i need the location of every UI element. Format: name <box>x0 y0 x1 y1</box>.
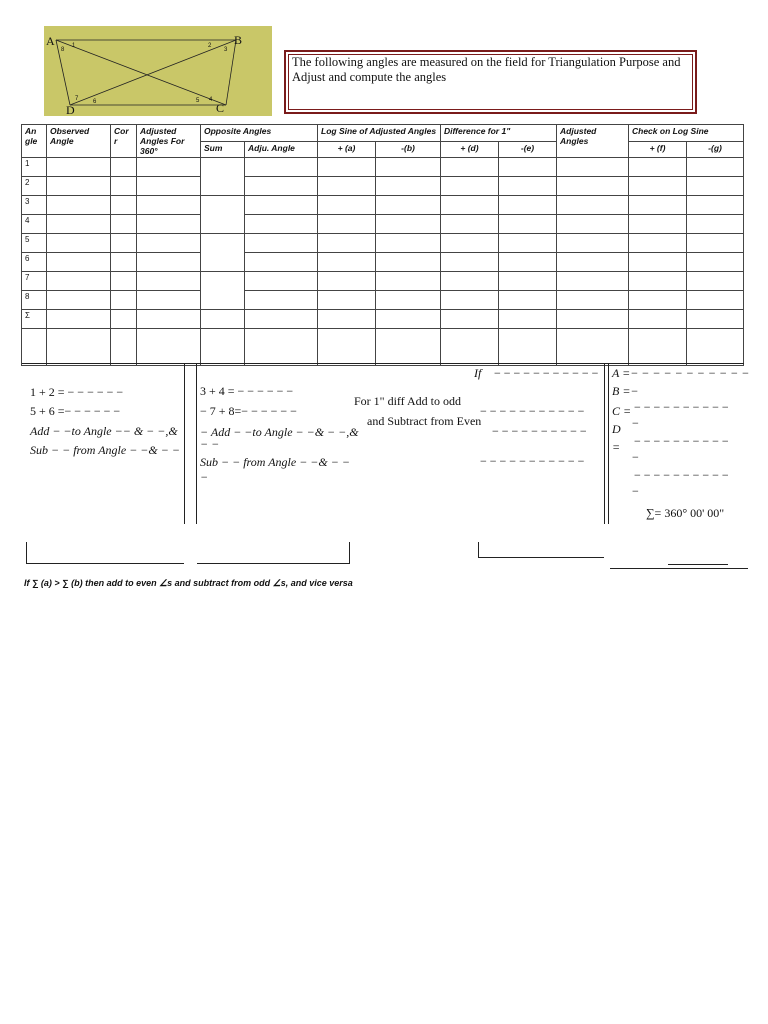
quadrilateral-diagram <box>44 26 272 116</box>
row-label-sum: Σ <box>22 310 47 329</box>
header-check: Check on Log Sine <box>629 125 744 142</box>
header-adjusted: Adjusted Angles <box>557 125 629 158</box>
header-logsine-a: + (a) <box>318 141 376 158</box>
row-label: 1 <box>22 158 47 177</box>
header-check-g: -(g) <box>687 141 744 158</box>
row-label: 8 <box>22 291 47 310</box>
angle-d-result: D <box>612 422 621 436</box>
sum-check-label: ∑= 360° 00' 00" <box>646 506 725 520</box>
header-observed: Observed Angle <box>47 125 111 158</box>
header-corr: Cor r <box>111 125 137 158</box>
eq-add-col2: − Add − −to Angle − −& − −,& <box>200 425 359 439</box>
table-row-sum <box>22 310 744 329</box>
angle-d-equals: = <box>612 440 621 454</box>
vertex-c: C <box>216 101 225 115</box>
row-label: 3 <box>22 196 47 215</box>
triangulation-table <box>21 124 744 366</box>
table-row <box>22 291 744 310</box>
header-logsine-b: -(b) <box>376 141 441 158</box>
header-opposite: Opposite Angles <box>201 125 318 142</box>
table-row <box>22 253 744 272</box>
table-row <box>22 215 744 234</box>
instruction-box <box>284 50 697 114</box>
eq-add-col2-cont: − − <box>200 437 220 451</box>
table-row <box>22 272 744 291</box>
svg-text:4: 4 <box>209 97 213 103</box>
eq-5-plus-6: 5 + 6 =− − − − − − <box>30 404 121 418</box>
footer-note: If ∑ (a) > ∑ (b) then add to even ∠s and subtract from odd ∠s, and vice versa <box>24 578 353 588</box>
svg-text:1: 1 <box>72 43 76 49</box>
vertex-b: B <box>234 33 243 47</box>
header-check-f: + (f) <box>629 141 687 158</box>
row-label: 7 <box>22 272 47 291</box>
header-diff-e: -(e) <box>499 141 557 158</box>
vertex-d: D <box>66 103 75 116</box>
if-label: If <box>474 366 482 380</box>
svg-text:2: 2 <box>208 43 212 49</box>
eq-sub-col2-cont: − <box>200 470 209 484</box>
row-label: 2 <box>22 177 47 196</box>
eq-3-plus-4: 3 + 4 = − − − − − − <box>200 384 294 398</box>
table-row <box>22 177 744 196</box>
header-diff-d: + (d) <box>441 141 499 158</box>
header-logsine: Log Sine of Adjusted Angles <box>318 125 441 142</box>
header-adjusted-360: Adjusted Angles For 360° <box>137 125 201 158</box>
row-label: 5 <box>22 234 47 253</box>
eq-sub-col1: Sub − − from Angle − −& − − <box>30 443 180 457</box>
svg-text:6: 6 <box>93 99 97 105</box>
svg-text:8: 8 <box>61 47 65 53</box>
odd-rule-text: For 1" diff Add to odd <box>354 394 462 408</box>
eq-7-plus-8: − 7 + 8=− − − − − − <box>200 404 297 418</box>
table-row <box>22 196 744 215</box>
header-diff: Difference for 1" <box>441 125 557 142</box>
eq-add-col1: Add − −to Angle −− & − −,& <box>30 424 178 438</box>
svg-text:3: 3 <box>224 47 228 53</box>
row-label: 4 <box>22 215 47 234</box>
table-row-blank <box>22 329 744 366</box>
angle-c-result: C = <box>612 404 632 418</box>
eq-sub-col2: Sub − − from Angle − −& − − <box>200 455 350 469</box>
header-opp-sum: Sum <box>201 141 245 158</box>
instruction-text: The following angles are measured on the field for Triangulation Purpose and Adjust and compute the angles <box>292 55 681 84</box>
header-angle: An gle <box>22 125 47 158</box>
table-row <box>22 234 744 253</box>
eq-1-plus-2: 1 + 2 = − − − − − − <box>30 385 124 399</box>
even-rule-text: and Subtract from Even <box>367 414 482 428</box>
row-label: 6 <box>22 253 47 272</box>
vertex-a: A <box>46 34 55 48</box>
angle-a-result: A =− − − − − − − − − − − <box>612 366 750 380</box>
svg-text:7: 7 <box>75 96 79 102</box>
svg-text:5: 5 <box>196 98 200 104</box>
header-opp-adj: Adju. Angle <box>245 141 318 158</box>
angle-b-result: B =− <box>612 384 639 398</box>
table-row <box>22 158 744 177</box>
